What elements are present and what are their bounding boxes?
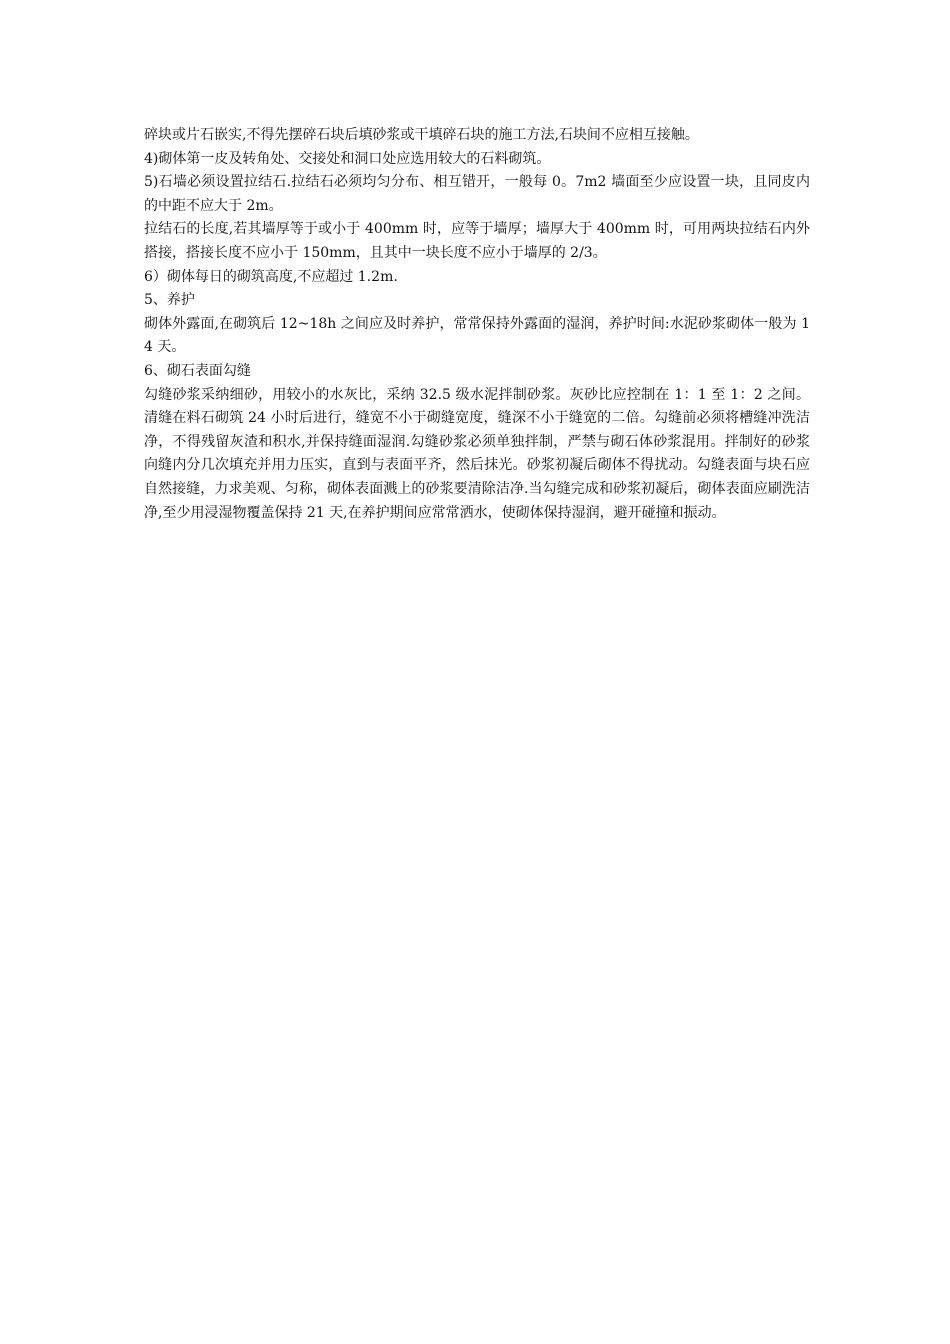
section-heading-curing: 5、养护 (144, 292, 195, 309)
paragraph-item-5-tie-stones: 5)石墙必须设置拉结石.拉结石必须均匀分布、相互错开，一般每 0。7m2 墙面至少应设置一块，且同皮内的中距不应大于 2m。 (144, 174, 810, 214)
paragraph-pointing: 勾缝砂浆采纳细砂，用较小的水灰比，采纳 32.5 级水泥拌制砂浆。灰砂比应控制在 1：1 至 1：2 之间。清缝在料石砌筑 24 小时后进行，缝宽不小于砌缝宽度，缝深不小于缝宽的二倍。勾缝前必须将槽缝冲洗洁净，不得残留灰渣和积水,并保持缝面湿润.勾缝砂浆必须单独拌制，严禁与砌石体砂浆混用。拌制好的砂浆向缝内分几次填充并用力压实，直到与表面平齐，然后抹光。砂浆初凝后砌体不得扰动。勾缝表面与块石应自然接缝，力求美观、匀称，砌体表面溅上的砂浆要清除洁净.当勾缝完成和砂浆初凝后，砌体表面应刷洗洁净,至少用浸湿物覆盖保持 21 天,在养护期间应常常洒水，使砌体保持湿润，避开碰撞和振动。 (144, 386, 810, 521)
paragraph-item-4-first-course: 4)砌体第一皮及转角处、交接处和洞口处应选用较大的石料砌筑。 (144, 150, 551, 167)
paragraph-rubble-filling: 碎块或片石嵌实,不得先摆碎石块后填砂浆或干填碎石块的施工方法,石块间不应相互接触。 (144, 127, 699, 143)
section-heading-pointing: 6、砌石表面勾缝 (144, 362, 251, 379)
paragraph-item-6-daily-height: 6）砌体每日的砌筑高度,不应超过 1.2m. (144, 268, 398, 285)
document-body (144, 124, 810, 525)
paragraph-curing: 砌体外露面,在砌筑后 12~18h 之间应及时养护，常常保持外露面的湿润，养护时间:水泥砂浆砌体一般为 14 天。 (144, 315, 810, 356)
paragraph-tie-stone-length: 拉结石的长度,若其墙厚等于或小于 400mm 时，应等于墙厚；墙厚大于 400mm 时，可用两块拉结石内外搭接，搭接长度不应小于 150mm，且其中一块长度不应小于墙厚的 2/3。 (144, 221, 810, 261)
